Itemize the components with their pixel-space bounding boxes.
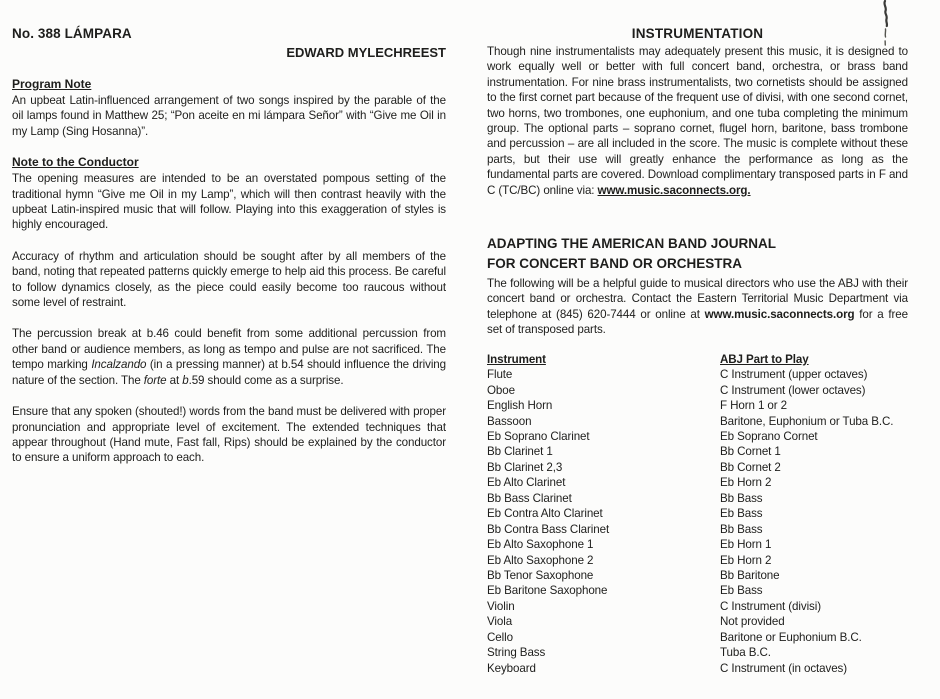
text-run: Accuracy of rhythm and articulation should be sought after by all members of the band, noting that repeated patterns quickly emerge to help aid this process. Be careful to follow dynamics closely, as the piece could easily become too raucous without some level of restraint.: [12, 249, 446, 310]
cell-abj-part: Baritone or Euphonium B.C.: [720, 630, 862, 644]
cell-abj-part: Bb Baritone: [720, 569, 780, 583]
cell-instrument: Eb Baritone Saxophone: [487, 584, 608, 598]
table-row: [487, 599, 908, 614]
cell-abj-part: C Instrument (lower octaves): [720, 383, 866, 397]
table-row: [487, 614, 908, 629]
text-run: at: [166, 373, 183, 387]
table-row: [487, 583, 908, 598]
cell-instrument: Viola: [487, 615, 513, 629]
table-row: [487, 444, 908, 459]
text-run: forte: [143, 373, 167, 387]
column-header-instrument: Instrument: [487, 352, 546, 366]
table-row: [487, 414, 908, 429]
conductor-note-paragraph: [12, 326, 446, 388]
table-row: [487, 429, 908, 444]
cell-instrument: Eb Contra Alto Clarinet: [487, 507, 603, 521]
cell-instrument: Keyboard: [487, 661, 536, 675]
text-run: Ensure that any spoken (shouted!) words from the band must be delivered with proper pronunciation and appropriate level of excitement. The extended techniques that appear throughout (Hand mute, Fast fall, Rips) should be explained by the conductor to ensure a uniform approach to each.: [12, 405, 446, 465]
program-note-heading: Program Note: [12, 77, 92, 91]
text-run: for a free set of transposed parts.: [487, 307, 908, 337]
text-run: Incalzando: [91, 358, 147, 372]
left-column: [12, 26, 446, 482]
text-run: .59 should come as a surprise.: [188, 373, 344, 387]
program-note-body: An upbeat Latin-influenced arrangement of two songs inspired by the parable of the oil lamps found in Matthew 25; “Pon aceite en mi lámpara Señor” with “Give me Oil in my Lamp (Sing Hosanna)”.: [12, 94, 446, 138]
table-row: [487, 568, 908, 583]
cell-instrument: Bb Tenor Saxophone: [487, 569, 594, 583]
cell-abj-part: Eb Horn 2: [720, 553, 772, 567]
cell-abj-part: Bb Bass: [720, 522, 763, 536]
cell-instrument: Bb Clarinet 2,3: [487, 460, 563, 474]
parts-table: [487, 352, 908, 677]
cell-instrument: Eb Alto Saxophone 2: [487, 553, 594, 567]
cell-abj-part: Not provided: [720, 615, 785, 629]
conductor-note-paragraph: [12, 249, 446, 311]
table-row: [487, 522, 908, 537]
cell-instrument: String Bass: [487, 646, 546, 660]
adapting-heading-line1: ADAPTING THE AMERICAN BAND JOURNAL: [487, 236, 776, 252]
adapting-heading: [487, 234, 908, 273]
cell-abj-part: F Horn 1 or 2: [720, 399, 788, 413]
instrumentation-body: [487, 44, 908, 198]
cell-abj-part: Baritone, Euphonium or Tuba B.C.: [720, 414, 894, 428]
cell-abj-part: Eb Horn 2: [720, 476, 772, 490]
cell-instrument: Eb Alto Saxophone 1: [487, 538, 594, 552]
composer-name: EDWARD MYLECHREEST: [286, 45, 446, 60]
table-row: [487, 661, 908, 676]
text-run: www.music.saconnects.org.: [597, 183, 751, 197]
text-run: (in a pressing manner) at b.54 should influence the driving nature of the section. The: [12, 358, 447, 387]
cell-abj-part: Bb Cornet 2: [720, 460, 781, 474]
cell-instrument: Cello: [487, 630, 513, 644]
cell-abj-part: Tuba B.C.: [720, 646, 771, 660]
instrumentation-heading: INSTRUMENTATION: [631, 26, 764, 41]
cell-abj-part: Bb Cornet 1: [720, 445, 781, 459]
cell-instrument: Violin: [487, 599, 515, 613]
parts-table-body: [487, 367, 908, 676]
cell-instrument: Bb Contra Bass Clarinet: [487, 522, 610, 536]
cell-instrument: Bb Bass Clarinet: [487, 491, 572, 505]
text-run: Though nine instrumentalists may adequately present this music, it is designed to work equally well or better with full concert band, orchestra, or brass band instrumentation. For nine brass instrumentalists, two cornetists should be assigned to the first cornet part because of the frequent use of divisi, with one second cornet, two horns, two trombones, one euphonium, and one tuba completing the minimum group. The optional parts – soprano cornet, flugel horn, baritone, bass trombone and percussion – are all included in the score. The music is complete without these parts, but their use will greatly enhance the performance as long as the fundamental parts are covered. Download complimentary transposed parts in F and C (TC/BC) online via:: [487, 45, 908, 197]
table-row: [487, 645, 908, 660]
catalog-title: No. 388 LÁMPARA: [12, 26, 132, 41]
cell-abj-part: Eb Horn 1: [720, 538, 772, 552]
column-header-abj-part: ABJ Part to Play: [720, 352, 809, 366]
conductor-note-heading: Note to the Conductor: [12, 155, 139, 170]
text-run: b: [182, 373, 189, 387]
text-run: The following will be a helpful guide to musical directors who use the ABJ with their concert band or orchestra. Contact the Eastern Territorial Music Department via telephone at (845) 620-7444 or online at: [487, 277, 908, 321]
table-row: [487, 553, 908, 568]
table-row: [487, 383, 908, 398]
cell-instrument: Bb Clarinet 1: [487, 445, 553, 459]
cell-abj-part: Eb Soprano Cornet: [720, 429, 818, 443]
cell-abj-part: Eb Bass: [720, 507, 763, 521]
cell-abj-part: Eb Bass: [720, 584, 763, 598]
cell-instrument: Eb Alto Clarinet: [487, 476, 566, 490]
table-row: [487, 367, 908, 382]
right-column: [487, 26, 908, 676]
table-row: [487, 475, 908, 490]
table-row: [487, 506, 908, 521]
cell-instrument: Oboe: [487, 383, 515, 397]
conductor-note-paragraph: [12, 171, 446, 233]
table-row: [487, 491, 908, 506]
cell-abj-part: C Instrument (in octaves): [720, 661, 848, 675]
cell-abj-part: C Instrument (upper octaves): [720, 368, 868, 382]
table-row: [487, 630, 908, 645]
text-run: The opening measures are intended to be an overstated pompous setting of the traditional hymn “Give me Oil in my Lamp”, which will then contrast heavily with the upbeat Latin-inspired music that will follow. Playing into this exaggeration of styles is highly encouraged.: [12, 172, 446, 232]
cell-instrument: Eb Soprano Clarinet: [487, 429, 590, 443]
cell-abj-part: C Instrument (divisi): [720, 599, 821, 613]
cell-instrument: Bassoon: [487, 414, 532, 428]
table-row: [487, 398, 908, 413]
cell-abj-part: Bb Bass: [720, 491, 763, 505]
conductor-note-paragraph: [12, 404, 446, 466]
program-note-section: [12, 77, 446, 139]
text-run: The percussion break at b.46 could benefit from some additional percussion from other band or audience members, as long as tempo and pulse are not sacrificed. The tempo marking: [12, 327, 446, 372]
table-row: [487, 460, 908, 475]
cell-instrument: English Horn: [487, 399, 553, 413]
adapting-body: [487, 276, 908, 338]
parts-table-header-row: [487, 352, 908, 367]
adapting-heading-line2: FOR CONCERT BAND OR ORCHESTRA: [487, 255, 742, 271]
cell-instrument: Flute: [487, 368, 513, 382]
text-run: www.music.saconnects.org: [704, 307, 855, 321]
conductor-note-section: [12, 155, 446, 466]
table-row: [487, 537, 908, 552]
